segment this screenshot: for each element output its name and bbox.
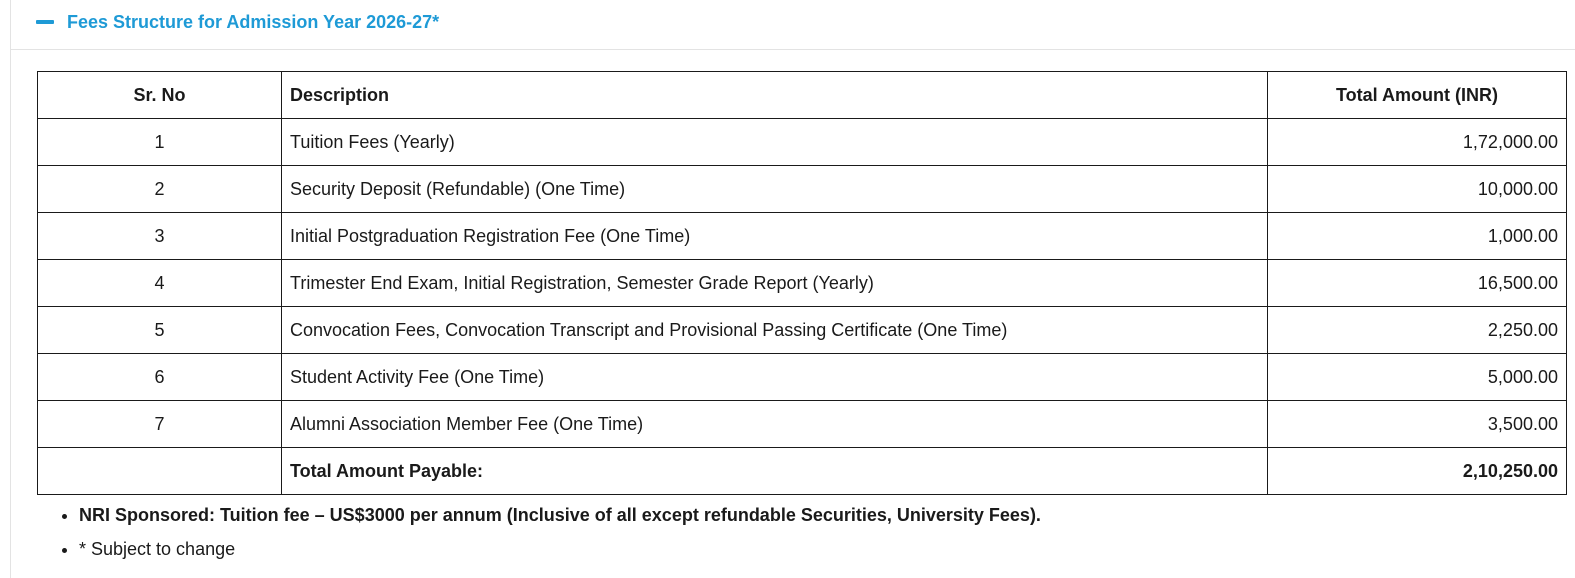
cell-sr-no: 5 [38, 307, 282, 354]
table-header-row [38, 72, 1567, 119]
table-row [38, 166, 1567, 213]
cell-description: Security Deposit (Refundable) (One Time) [282, 166, 1268, 213]
minus-icon[interactable] [36, 20, 54, 24]
cell-amount: 5,000.00 [1268, 354, 1567, 401]
note-nri: • NRI Sponsored: Tuition fee – US$3000 per annum (Inclusive of all except refundable Securities, University Fees). [79, 500, 1041, 534]
notes-list [61, 500, 1041, 568]
cell-sr-no: 7 [38, 401, 282, 448]
cell-sr-no: 1 [38, 119, 282, 166]
cell-sr-no: 6 [38, 354, 282, 401]
table-row [38, 119, 1567, 166]
cell-description: Tuition Fees (Yearly) [282, 119, 1268, 166]
fees-table [37, 71, 1567, 495]
total-row [38, 448, 1567, 495]
accordion-header[interactable] [11, 0, 1575, 50]
cell-description: Trimester End Exam, Initial Registration, Semester Grade Report (Yearly) [282, 260, 1268, 307]
table-row [38, 401, 1567, 448]
cell-description: Student Activity Fee (One Time) [282, 354, 1268, 401]
cell-amount: 10,000.00 [1268, 166, 1567, 213]
table-row [38, 260, 1567, 307]
table-row [38, 213, 1567, 260]
cell-description: Alumni Association Member Fee (One Time) [282, 401, 1268, 448]
accordion-title[interactable]: Fees Structure for Admission Year 2026-27* [67, 12, 440, 32]
fees-panel [10, 0, 1575, 578]
header-amount: Total Amount (INR) [1268, 72, 1567, 119]
cell-amount: 3,500.00 [1268, 401, 1567, 448]
cell-description: Convocation Fees, Convocation Transcript and Provisional Passing Certificate (One Time) [282, 307, 1268, 354]
cell-amount: 16,500.00 [1268, 260, 1567, 307]
header-description: Description [282, 72, 1268, 119]
cell-sr-no: 4 [38, 260, 282, 307]
table-row [38, 307, 1567, 354]
cell-amount: 2,250.00 [1268, 307, 1567, 354]
cell-empty [38, 448, 282, 495]
total-amount: 2,10,250.00 [1268, 448, 1567, 495]
note-subject-to-change: • * Subject to change [79, 534, 1041, 568]
header-sr-no: Sr. No [38, 72, 282, 119]
table-row [38, 354, 1567, 401]
cell-amount: 1,72,000.00 [1268, 119, 1567, 166]
total-label: Total Amount Payable: [282, 448, 1268, 495]
cell-sr-no: 3 [38, 213, 282, 260]
cell-sr-no: 2 [38, 166, 282, 213]
cell-amount: 1,000.00 [1268, 213, 1567, 260]
cell-description: Initial Postgraduation Registration Fee (One Time) [282, 213, 1268, 260]
